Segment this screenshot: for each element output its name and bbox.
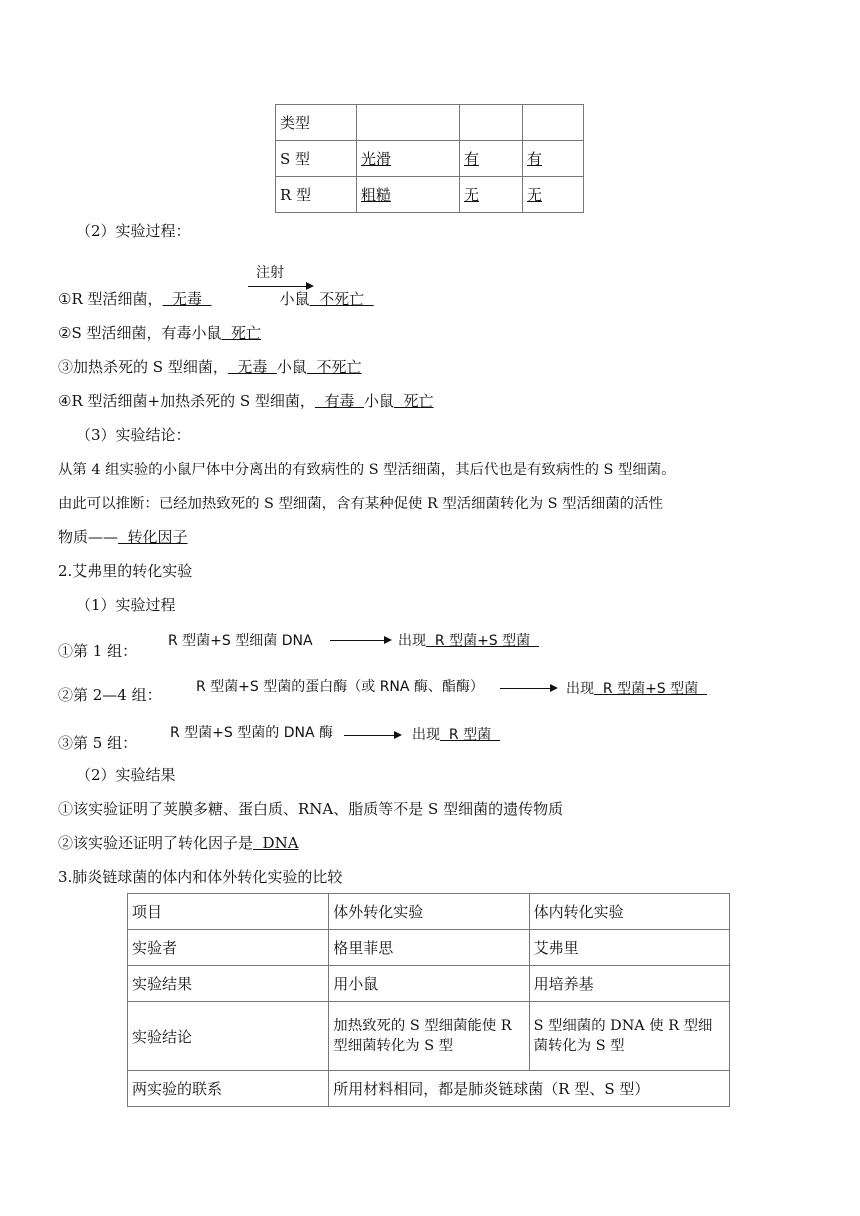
group-3-result-prefix: 出现	[412, 727, 440, 743]
group-1-result	[398, 630, 539, 650]
bacteria-type-table	[275, 104, 584, 213]
arrow-icon	[500, 688, 556, 689]
table-cell: 有	[523, 141, 584, 177]
inject-label: 注射	[256, 265, 284, 281]
table-row	[128, 966, 730, 1002]
table-cell: 光滑	[357, 141, 460, 177]
table-cell: 艾弗里	[529, 930, 729, 966]
group-2-result-prefix: 出现	[566, 681, 594, 697]
section-2-title: 2.艾弗里的转化实验	[58, 562, 193, 580]
group-1-left: R 型菌+S 型细菌 DNA	[168, 633, 313, 649]
group-2-result	[566, 678, 707, 698]
step-3-mid: 小鼠	[276, 358, 307, 376]
table-cell: 所用材料相同，都是肺炎链球菌（R 型、S 型）	[329, 1071, 730, 1107]
table-cell: S 型	[276, 141, 357, 177]
conclusion-line-3-prefix: 物质——	[58, 528, 119, 546]
result-2-prefix: ②该实验还证明了转化因子是	[58, 834, 254, 852]
table-cell: 用小鼠	[329, 966, 529, 1002]
section-2-result-heading: （2）实验结果	[76, 766, 176, 784]
table-cell: 体内转化实验	[529, 894, 729, 930]
step-3	[58, 356, 361, 377]
step-4-mid: 小鼠	[363, 392, 394, 410]
table-cell	[523, 105, 584, 141]
table-cell: 加热致死的 S 型细菌能使 R 型细菌转化为 S 型	[329, 1002, 529, 1071]
table-cell: 类型	[276, 105, 357, 141]
table-cell	[460, 105, 523, 141]
step-1-blank-2: 不死亡	[309, 290, 374, 308]
table-row	[128, 1002, 730, 1071]
step-4-blank-1: 有毒	[314, 392, 364, 410]
step-1-prefix: ①R 型活细菌，	[58, 290, 163, 308]
step-4-blank-2: 死亡	[394, 392, 434, 410]
experiment-process-heading: （2）实验过程：	[76, 222, 191, 240]
table-cell: 实验者	[128, 930, 329, 966]
table-row	[276, 141, 584, 177]
table-row	[276, 105, 584, 141]
table-row	[128, 894, 730, 930]
conclusion-line-2: 由此可以推断：已经加热致死的 S 型细菌，含有某种促使 R 型活细菌转化为 S 型活细菌的活性	[58, 496, 663, 512]
group-1-result-prefix: 出现	[398, 633, 426, 649]
result-2-blank: DNA	[253, 834, 299, 852]
step-3-prefix: ③加热杀死的 S 型细菌，	[58, 358, 228, 376]
conclusion-blank: 转化因子	[118, 528, 188, 546]
group-2-result-blank: R 型菌+S 型菌	[594, 681, 708, 697]
step-4	[58, 390, 434, 411]
step-3-blank-1: 无毒	[227, 358, 277, 376]
table-cell: S 型细菌的 DNA 使 R 型细菌转化为 S 型	[529, 1002, 729, 1071]
table-row	[276, 177, 584, 213]
group-1-label: ①第 1 组：	[58, 642, 138, 660]
table-cell: 项目	[128, 894, 329, 930]
group-3-result-blank: R 型菌	[440, 727, 500, 743]
step-2-prefix: ②S 型活细菌，有毒小鼠	[58, 324, 222, 342]
table-cell: 格里菲思	[329, 930, 529, 966]
table-cell: 实验结论	[128, 1002, 329, 1071]
group-2-label: ②第 2—4 组：	[58, 686, 162, 704]
step-3-blank-2: 不死亡	[306, 358, 362, 376]
table-cell	[357, 105, 460, 141]
table-cell: 用培养基	[529, 966, 729, 1002]
table-cell: 实验结果	[128, 966, 329, 1002]
group-3-result	[412, 724, 500, 744]
step-1-blank-1: 无毒	[162, 290, 212, 308]
table-row	[128, 1071, 730, 1107]
conclusion-heading: （3）实验结论：	[76, 426, 191, 444]
table-cell: 粗糙	[357, 177, 460, 213]
step-1-mid: 小鼠	[279, 290, 310, 308]
table-cell: 两实验的联系	[128, 1071, 329, 1107]
result-1: ①该实验证明了荚膜多糖、蛋白质、RNA、脂质等不是 S 型细菌的遗传物质	[58, 800, 564, 818]
conclusion-line-1: 从第 4 组实验的小鼠尸体中分离出的有致病性的 S 型活细菌，其后代也是有致病性的 S 型细菌。	[58, 462, 676, 478]
table-cell: R 型	[276, 177, 357, 213]
table-cell: 体外转化实验	[329, 894, 529, 930]
result-2	[58, 832, 299, 853]
group-2-left: R 型菌+S 型菌的蛋白酶（或 RNA 酶、酯酶）	[196, 679, 484, 695]
arrow-icon	[344, 735, 400, 736]
conclusion-line-3	[58, 526, 188, 547]
comparison-table	[127, 893, 730, 1107]
section-3-title: 3.肺炎链球菌的体内和体外转化实验的比较	[58, 868, 343, 886]
table-cell: 无	[523, 177, 584, 213]
table-cell: 有	[460, 141, 523, 177]
table-row	[128, 930, 730, 966]
arrow-icon	[248, 286, 312, 287]
group-3-label: ③第 5 组：	[58, 734, 138, 752]
table-cell: 无	[460, 177, 523, 213]
step-4-prefix: ④R 型活细菌+加热杀死的 S 型细菌，	[58, 392, 315, 410]
group-3-left: R 型菌+S 型菌的 DNA 酶	[170, 725, 333, 741]
step-1	[58, 288, 374, 309]
step-2-blank: 死亡	[221, 324, 262, 342]
group-1-result-blank: R 型菌+S 型菌	[426, 633, 540, 649]
arrow-icon	[330, 640, 390, 641]
section-2-process-heading: （1）实验过程	[76, 596, 176, 614]
step-2	[58, 322, 261, 343]
